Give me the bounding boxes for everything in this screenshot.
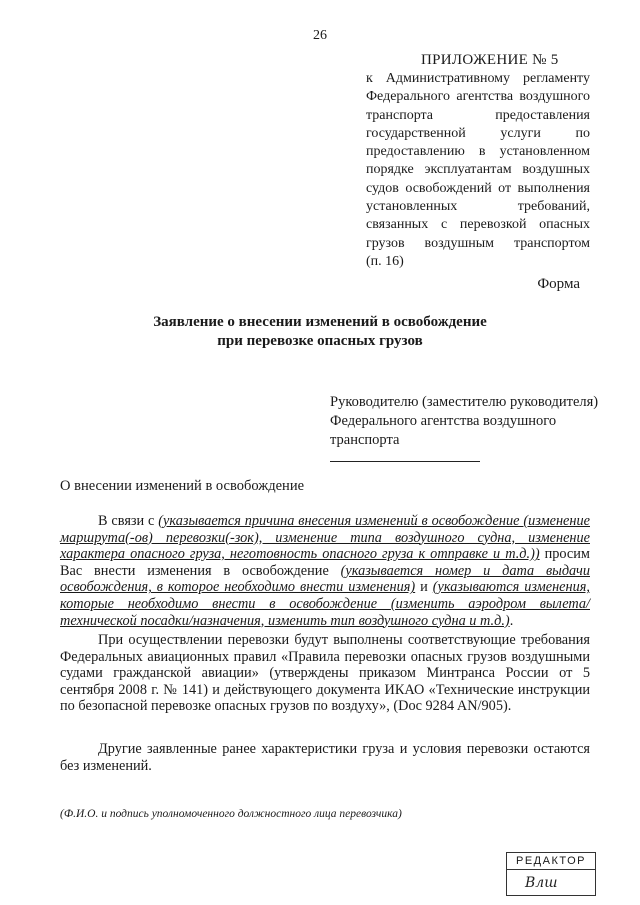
addressee-line: Руководителю (заместителю руководителя) xyxy=(330,394,599,410)
appendix-title: ПРИЛОЖЕНИЕ № 5 xyxy=(421,52,559,68)
form-label: Форма xyxy=(537,276,580,292)
appendix-line: установленных требований, xyxy=(366,199,590,215)
editor-signature: Влш xyxy=(525,875,558,891)
paragraph-text: просим Вас внести изменения в освобождение xyxy=(60,546,590,579)
reason-placeholder: (указывается причина внесения изменений в освобождение (изменение маршрута(-ов) перевозки(-зок), изменение типа воздушного судна, изменение характера опасного груза, неготовность опасного груза к отправке и т.д.)) xyxy=(60,513,590,563)
addressee-block xyxy=(330,393,620,450)
appendix-line: к Административному регламенту xyxy=(366,71,590,86)
appendix-line: связанных с перевозкой опасных xyxy=(366,217,590,233)
paragraph-text: В связи с xyxy=(98,513,159,529)
unchanged-paragraph: Другие заявленные ранее характеристики груза и условия перевозки остаются без изменений. xyxy=(60,741,590,774)
addressee-name-line xyxy=(330,461,480,462)
appendix-line: предоставлению в установленном xyxy=(366,144,590,160)
appendix-line: государственной услуги по xyxy=(366,125,590,141)
subject-line: О внесении изменений в освобождение xyxy=(60,478,305,494)
addressee-line: Федерального агентства воздушного xyxy=(330,413,557,429)
page-number: 26 xyxy=(313,28,327,43)
signature-caption: (Ф.И.О. и подпись уполномоченного должностного лица перевозчика) xyxy=(60,808,402,820)
request-paragraph xyxy=(60,513,590,629)
document-title-line: Заявление о внесении изменений в освобождение xyxy=(153,314,487,330)
editor-stamp xyxy=(506,852,596,896)
appendix-line: порядке эксплуатантам воздушных xyxy=(366,162,590,178)
paragraph-text: и xyxy=(415,579,433,596)
appendix-line: судов освобождений от выполнения xyxy=(366,180,590,196)
appendix-line: (п. 16) xyxy=(366,253,404,269)
addressee-line: транспорта xyxy=(330,432,400,448)
compliance-paragraph: При осуществлении перевозки будут выполнены соответствующие требования Федеральных авиационных правил «Правила перевозки опасных грузов воздушными судами гражданской авиации» (утверждены приказом Минтранса России от 5 сентября 2008 г. № 141) и действующего документа ИКАО «Технические инструкции по безопасной перевозке опасных грузов по воздуху», (Doc 9284 AN/905). xyxy=(60,632,590,715)
document-title-line: при перевозке опасных грузов xyxy=(217,333,423,349)
document-title xyxy=(0,313,640,351)
stamp-label: РЕДАКТОР xyxy=(507,855,595,870)
appendix-line: Федерального агентства воздушного xyxy=(366,89,590,105)
appendix-reference xyxy=(366,70,590,271)
appendix-line: грузов воздушным транспортом xyxy=(366,235,590,251)
exemption-number-placeholder: (указывается номер и дата выдачи освобождения, в которое необходимо внести изменения) xyxy=(60,562,590,596)
appendix-line: транспорта предоставления xyxy=(366,107,590,123)
paragraph-text: . xyxy=(509,612,514,629)
changes-placeholder: (указываются изменения, которые необходимо внести в освобождение (изменить аэродром вылета/технической посадки/назначения, изменить тип воздушного судна и т.д.) xyxy=(60,579,590,629)
